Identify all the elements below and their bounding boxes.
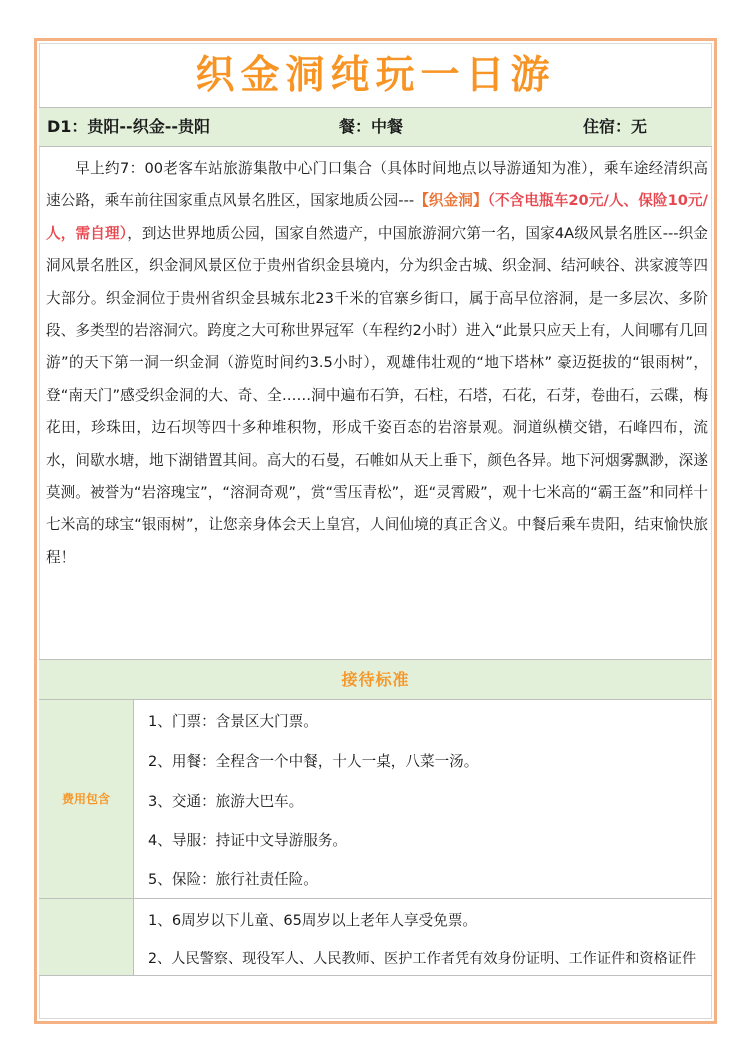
other-item-2: 2、人民警察、现役军人、人民教师、医护工作者凭有效身份证明、工作证件和资格证件	[148, 951, 697, 967]
description-text-1: 早上约7：00老客车站旅游集散中心门口集合（具体时间地点以导游通知为准），乘车途经清织高速公路，乘车前往国家重点风景名胜区，国家地质公园---	[46, 160, 708, 210]
row-divider	[39, 975, 712, 976]
price-note: （不含电瓶车20元/人、保险10元/人，需自理）	[46, 192, 708, 242]
page-title: 织金洞纯玩一日游	[195, 53, 556, 98]
other-item-1: 1、6周岁以下儿童、65周岁以上老年人享受免票。	[148, 912, 478, 929]
meal-label: 餐：中餐	[339, 117, 404, 136]
attraction-highlight: 【织金洞】	[414, 192, 488, 210]
other-label-cell	[39, 899, 134, 975]
section-title: 接待标准	[39, 659, 712, 700]
itinerary-description	[46, 153, 708, 574]
included-label: 费用包含	[39, 700, 134, 898]
included-item-4: 4、导服：持证中文导游服务。	[148, 832, 348, 849]
included-item-3: 3、交通：旅游大巴车。	[148, 793, 304, 810]
description-text-2: ，到达世界地质公园，国家自然遗产，中国旅游洞穴第一名，国家4A级风景名胜区---织金洞风景名胜区，织金洞风景区位于贵州省织金县境内，分为织金古城、织金洞、结河峡谷、洪家渡等四大部分。织金洞位于贵州省织金县城东北23千米的官寨乡街口，属于高早位溶洞，是一多层次、多阶段、多类型的岩溶洞穴。跨度之大可称世界冠军（车程约2小时）进入“此景只应天上有，人间哪有几回游”的天下第一洞一织金洞（游览时间约3.5小时），观雄伟壮观的“地下塔林” 豪迈挺拔的“银雨树”，登“南天门”感受织金洞的大、奇、全……洞中遍布石笋，石柱，石塔，石花，石芽，卷曲石，云碟，梅花田，珍珠田，边石坝等四十多种堆积物，形成千姿百态的岩溶景观。洞道纵横交错，石峰四布，流水，间歇水塘，地下湖错置其间。高大的石曼，石帷如从天上垂下，颜色各异。地下河烟雾飘渺，深遂莫测。被誉为“岩溶瑰宝”，“溶洞奇观”，赏“雪压青松”，逛“灵霄殿”，观十七米高的“霸王盔”和同样十七米高的球宝“银雨树”，让您亲身体会天上皇宫，人间仙境的真正含义。中餐后乘车贵阳，结束愉快旅程！	[46, 224, 709, 566]
included-item-5: 5、保险：旅行社责任险。	[148, 871, 318, 888]
lodging-label: 住宿：无	[583, 117, 648, 136]
row-divider	[39, 898, 712, 899]
day-header-row	[39, 107, 712, 147]
included-item-2: 2、用餐：全程含一个中餐，十人一桌，八菜一汤。	[148, 753, 479, 770]
route-label: D1：贵阳--织金--贵阳	[47, 117, 210, 136]
included-item-1: 1、门票：含景区大门票。	[148, 713, 318, 730]
